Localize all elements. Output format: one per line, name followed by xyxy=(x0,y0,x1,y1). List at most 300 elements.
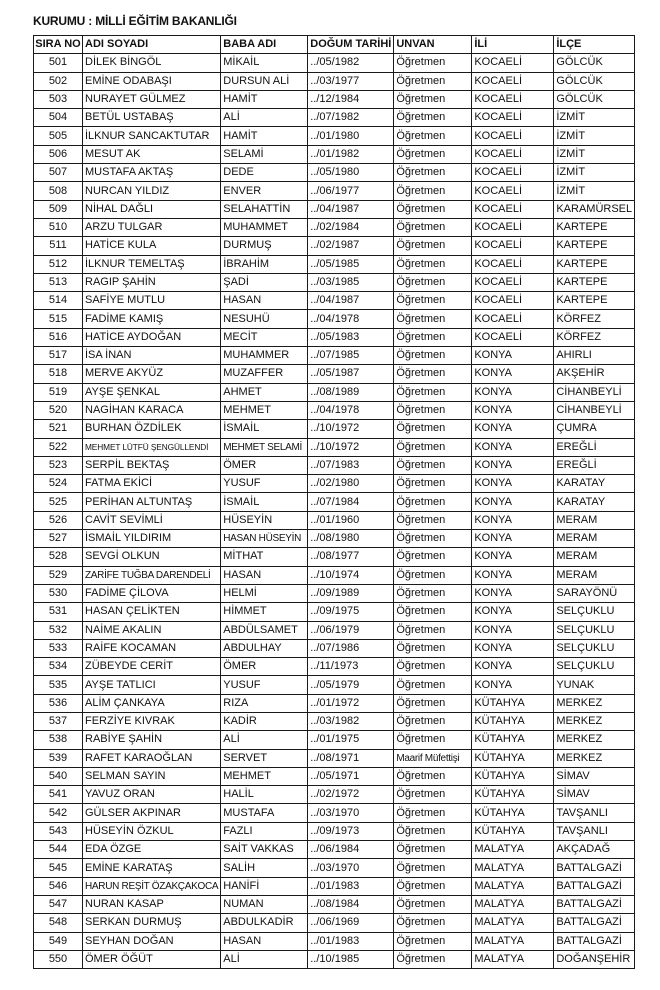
cell-ilce: MERAM xyxy=(554,548,635,566)
cell-sira-no: 510 xyxy=(34,218,83,236)
cell-ilce: GÖLCÜK xyxy=(554,90,635,108)
cell-unvan: Öğretmen xyxy=(394,109,472,127)
cell-dogum-tarihi: ../02/1972 xyxy=(308,786,394,804)
cell-dogum-tarihi: ../08/1984 xyxy=(308,895,394,913)
cell-ilce: SİMAV xyxy=(554,786,635,804)
cell-adi-soyadi: İLKNUR TEMELTAŞ xyxy=(83,255,221,273)
cell-adi-soyadi: NAİME AKALIN xyxy=(83,621,221,639)
table-row xyxy=(34,420,635,438)
cell-dogum-tarihi: ../08/1977 xyxy=(308,548,394,566)
table-row xyxy=(34,841,635,859)
cell-unvan: Öğretmen xyxy=(394,90,472,108)
table-row xyxy=(34,292,635,310)
cell-ilce: MERAM xyxy=(554,530,635,548)
cell-ilce: KARTEPE xyxy=(554,273,635,291)
cell-adi-soyadi: EMİNE ODABAŞI xyxy=(83,72,221,90)
cell-dogum-tarihi: ../03/1985 xyxy=(308,273,394,291)
cell-sira-no: 546 xyxy=(34,877,83,895)
cell-ilce: KARTEPE xyxy=(554,255,635,273)
cell-ilce: SELÇUKLU xyxy=(554,658,635,676)
cell-sira-no: 521 xyxy=(34,420,83,438)
cell-adi-soyadi: BURHAN ÖZDİLEK xyxy=(83,420,221,438)
cell-sira-no: 514 xyxy=(34,292,83,310)
cell-baba-adi: HÜSEYİN xyxy=(221,511,308,529)
cell-baba-adi: HİMMET xyxy=(221,603,308,621)
table-row xyxy=(34,584,635,602)
header-sira-no: SIRA NO xyxy=(34,36,83,54)
cell-ili: KONYA xyxy=(472,548,554,566)
cell-ilce: SELÇUKLU xyxy=(554,639,635,657)
cell-unvan: Öğretmen xyxy=(394,493,472,511)
cell-dogum-tarihi: ../10/1972 xyxy=(308,438,394,456)
cell-sira-no: 513 xyxy=(34,273,83,291)
table-row xyxy=(34,950,635,968)
table-row xyxy=(34,804,635,822)
cell-ilce: KARATAY xyxy=(554,493,635,511)
cell-baba-adi: SALİH xyxy=(221,859,308,877)
cell-adi-soyadi: EMİNE KARATAŞ xyxy=(83,859,221,877)
cell-ili: KOCAELİ xyxy=(472,164,554,182)
cell-unvan: Öğretmen xyxy=(394,895,472,913)
cell-baba-adi: MUSTAFA xyxy=(221,804,308,822)
cell-unvan: Öğretmen xyxy=(394,292,472,310)
cell-sira-no: 515 xyxy=(34,310,83,328)
cell-ili: KOCAELİ xyxy=(472,127,554,145)
cell-baba-adi: DURMUŞ xyxy=(221,237,308,255)
cell-sira-no: 534 xyxy=(34,658,83,676)
cell-dogum-tarihi: ../03/1977 xyxy=(308,72,394,90)
cell-baba-adi: DEDE xyxy=(221,164,308,182)
cell-unvan: Öğretmen xyxy=(394,914,472,932)
cell-sira-no: 528 xyxy=(34,548,83,566)
cell-adi-soyadi: MUSTAFA AKTAŞ xyxy=(83,164,221,182)
cell-ilce: ÇUMRA xyxy=(554,420,635,438)
cell-sira-no: 544 xyxy=(34,841,83,859)
cell-sira-no: 536 xyxy=(34,694,83,712)
cell-unvan: Öğretmen xyxy=(394,786,472,804)
cell-dogum-tarihi: ../05/1987 xyxy=(308,365,394,383)
cell-ili: KONYA xyxy=(472,639,554,657)
cell-unvan: Öğretmen xyxy=(394,475,472,493)
cell-dogum-tarihi: ../09/1989 xyxy=(308,584,394,602)
cell-adi-soyadi: ZÜBEYDE CERİT xyxy=(83,658,221,676)
cell-sira-no: 501 xyxy=(34,54,83,72)
cell-ilce: İZMİT xyxy=(554,164,635,182)
cell-dogum-tarihi: ../12/1984 xyxy=(308,90,394,108)
personnel-table xyxy=(33,35,635,969)
cell-unvan: Öğretmen xyxy=(394,658,472,676)
cell-dogum-tarihi: ../01/1982 xyxy=(308,145,394,163)
cell-ilce: CİHANBEYLİ xyxy=(554,401,635,419)
cell-sira-no: 520 xyxy=(34,401,83,419)
cell-ilce: KARTEPE xyxy=(554,292,635,310)
cell-ilce: GÖLCÜK xyxy=(554,54,635,72)
cell-baba-adi: ALİ xyxy=(221,950,308,968)
cell-adi-soyadi: İLKNUR SANCAKTUTAR xyxy=(83,127,221,145)
cell-adi-soyadi: ÖMER ÖĞÜT xyxy=(83,950,221,968)
table-row xyxy=(34,347,635,365)
cell-dogum-tarihi: ../10/1974 xyxy=(308,566,394,584)
cell-sira-no: 507 xyxy=(34,164,83,182)
cell-unvan: Öğretmen xyxy=(394,200,472,218)
cell-sira-no: 511 xyxy=(34,237,83,255)
cell-sira-no: 519 xyxy=(34,383,83,401)
header-dogum-tarihi: DOĞUM TARİHİ xyxy=(308,36,394,54)
cell-baba-adi: ŞADİ xyxy=(221,273,308,291)
cell-ilce: GÖLCÜK xyxy=(554,72,635,90)
cell-adi-soyadi: NİHAL DAĞLI xyxy=(83,200,221,218)
cell-dogum-tarihi: ../05/1980 xyxy=(308,164,394,182)
cell-sira-no: 549 xyxy=(34,932,83,950)
cell-dogum-tarihi: ../07/1985 xyxy=(308,347,394,365)
table-header-row xyxy=(34,36,635,54)
table-row xyxy=(34,145,635,163)
table-row xyxy=(34,895,635,913)
cell-adi-soyadi: AYŞE TATLICI xyxy=(83,676,221,694)
table-row xyxy=(34,767,635,785)
table-row xyxy=(34,273,635,291)
table-row xyxy=(34,712,635,730)
cell-baba-adi: ABDULHAY xyxy=(221,639,308,657)
cell-unvan: Öğretmen xyxy=(394,420,472,438)
table-row xyxy=(34,72,635,90)
cell-ilce: İZMİT xyxy=(554,145,635,163)
cell-dogum-tarihi: ../09/1973 xyxy=(308,822,394,840)
cell-ilce: TAVŞANLI xyxy=(554,822,635,840)
cell-dogum-tarihi: ../07/1982 xyxy=(308,109,394,127)
cell-ilce: MERKEZ xyxy=(554,731,635,749)
table-row xyxy=(34,786,635,804)
cell-ili: KONYA xyxy=(472,621,554,639)
cell-sira-no: 517 xyxy=(34,347,83,365)
table-row xyxy=(34,566,635,584)
cell-ili: KONYA xyxy=(472,365,554,383)
table-row xyxy=(34,603,635,621)
cell-sira-no: 502 xyxy=(34,72,83,90)
table-row xyxy=(34,438,635,456)
cell-ili: KONYA xyxy=(472,347,554,365)
cell-ili: KONYA xyxy=(472,383,554,401)
cell-ili: KONYA xyxy=(472,456,554,474)
table-row xyxy=(34,383,635,401)
cell-ili: KOCAELİ xyxy=(472,90,554,108)
table-row xyxy=(34,548,635,566)
cell-dogum-tarihi: ../07/1984 xyxy=(308,493,394,511)
cell-ili: KONYA xyxy=(472,420,554,438)
table-row xyxy=(34,621,635,639)
cell-baba-adi: FAZLI xyxy=(221,822,308,840)
cell-sira-no: 540 xyxy=(34,767,83,785)
cell-adi-soyadi: NURAN KASAP xyxy=(83,895,221,913)
cell-ilce: SİMAV xyxy=(554,767,635,785)
cell-sira-no: 539 xyxy=(34,749,83,767)
cell-adi-soyadi: ZARİFE TUĞBA DARENDELİ xyxy=(83,566,221,584)
cell-adi-soyadi: İSMAİL YILDIRIM xyxy=(83,530,221,548)
cell-baba-adi: MİKAİL xyxy=(221,54,308,72)
cell-dogum-tarihi: ../07/1983 xyxy=(308,456,394,474)
table-row xyxy=(34,475,635,493)
cell-unvan: Öğretmen xyxy=(394,822,472,840)
cell-unvan: Öğretmen xyxy=(394,310,472,328)
table-row xyxy=(34,676,635,694)
cell-baba-adi: NESUHÜ xyxy=(221,310,308,328)
table-row xyxy=(34,127,635,145)
cell-unvan: Öğretmen xyxy=(394,511,472,529)
cell-unvan: Öğretmen xyxy=(394,72,472,90)
cell-adi-soyadi: SERPİL BEKTAŞ xyxy=(83,456,221,474)
cell-ilce: KARATAY xyxy=(554,475,635,493)
cell-baba-adi: SELAMİ xyxy=(221,145,308,163)
table-row xyxy=(34,914,635,932)
cell-dogum-tarihi: ../07/1986 xyxy=(308,639,394,657)
cell-ilce: EREĞLİ xyxy=(554,456,635,474)
cell-ili: KÜTAHYA xyxy=(472,767,554,785)
cell-unvan: Öğretmen xyxy=(394,639,472,657)
cell-unvan: Öğretmen xyxy=(394,603,472,621)
cell-adi-soyadi: RABİYE ŞAHİN xyxy=(83,731,221,749)
cell-adi-soyadi: EDA ÖZGE xyxy=(83,841,221,859)
cell-ilce: YUNAK xyxy=(554,676,635,694)
cell-baba-adi: İSMAİL xyxy=(221,420,308,438)
cell-baba-adi: HELMİ xyxy=(221,584,308,602)
cell-adi-soyadi: ALİM ÇANKAYA xyxy=(83,694,221,712)
cell-ilce: KÖRFEZ xyxy=(554,310,635,328)
cell-sira-no: 512 xyxy=(34,255,83,273)
cell-ili: KONYA xyxy=(472,603,554,621)
cell-sira-no: 530 xyxy=(34,584,83,602)
cell-adi-soyadi: DİLEK BİNGÖL xyxy=(83,54,221,72)
header-baba-adi: BABA ADI xyxy=(221,36,308,54)
cell-ili: KONYA xyxy=(472,658,554,676)
cell-baba-adi: DURSUN ALİ xyxy=(221,72,308,90)
cell-unvan: Öğretmen xyxy=(394,712,472,730)
cell-unvan: Öğretmen xyxy=(394,182,472,200)
cell-dogum-tarihi: ../03/1970 xyxy=(308,804,394,822)
cell-sira-no: 509 xyxy=(34,200,83,218)
cell-sira-no: 508 xyxy=(34,182,83,200)
table-row xyxy=(34,456,635,474)
cell-adi-soyadi: MERVE AKYÜZ xyxy=(83,365,221,383)
cell-baba-adi: KADİR xyxy=(221,712,308,730)
cell-ilce: AKÇADAĞ xyxy=(554,841,635,859)
cell-ili: KÜTAHYA xyxy=(472,749,554,767)
cell-unvan: Öğretmen xyxy=(394,731,472,749)
cell-baba-adi: HANİFİ xyxy=(221,877,308,895)
cell-sira-no: 548 xyxy=(34,914,83,932)
cell-sira-no: 504 xyxy=(34,109,83,127)
cell-sira-no: 505 xyxy=(34,127,83,145)
cell-baba-adi: ALİ xyxy=(221,109,308,127)
cell-ili: KONYA xyxy=(472,511,554,529)
cell-adi-soyadi: RAFET KARAOĞLAN xyxy=(83,749,221,767)
cell-adi-soyadi: HARUN REŞİT ÖZAKÇAKOCA xyxy=(83,877,221,895)
cell-sira-no: 550 xyxy=(34,950,83,968)
cell-adi-soyadi: SEYHAN DOĞAN xyxy=(83,932,221,950)
cell-sira-no: 524 xyxy=(34,475,83,493)
cell-dogum-tarihi: ../02/1984 xyxy=(308,218,394,236)
cell-unvan: Öğretmen xyxy=(394,164,472,182)
cell-ilce: MERKEZ xyxy=(554,694,635,712)
cell-unvan: Öğretmen xyxy=(394,401,472,419)
cell-unvan: Öğretmen xyxy=(394,566,472,584)
cell-ilce: KÖRFEZ xyxy=(554,328,635,346)
table-row xyxy=(34,731,635,749)
cell-ilce: İZMİT xyxy=(554,109,635,127)
cell-ili: KÜTAHYA xyxy=(472,694,554,712)
cell-ilce: MERAM xyxy=(554,566,635,584)
table-row xyxy=(34,365,635,383)
cell-sira-no: 526 xyxy=(34,511,83,529)
cell-sira-no: 516 xyxy=(34,328,83,346)
cell-unvan: Öğretmen xyxy=(394,127,472,145)
cell-adi-soyadi: NAGİHAN KARACA xyxy=(83,401,221,419)
cell-dogum-tarihi: ../06/1969 xyxy=(308,914,394,932)
cell-baba-adi: ÖMER xyxy=(221,456,308,474)
cell-baba-adi: İBRAHİM xyxy=(221,255,308,273)
cell-unvan: Öğretmen xyxy=(394,877,472,895)
cell-dogum-tarihi: ../09/1975 xyxy=(308,603,394,621)
cell-baba-adi: MECİT xyxy=(221,328,308,346)
cell-ili: KOCAELİ xyxy=(472,292,554,310)
cell-dogum-tarihi: ../08/1971 xyxy=(308,749,394,767)
table-row xyxy=(34,658,635,676)
cell-ilce: SARAYÖNÜ xyxy=(554,584,635,602)
cell-adi-soyadi: FADİME KAMIŞ xyxy=(83,310,221,328)
cell-unvan: Öğretmen xyxy=(394,767,472,785)
cell-ili: MALATYA xyxy=(472,914,554,932)
table-row xyxy=(34,164,635,182)
cell-baba-adi: HASAN HÜSEYİN xyxy=(221,530,308,548)
cell-sira-no: 542 xyxy=(34,804,83,822)
cell-ili: MALATYA xyxy=(472,859,554,877)
cell-ili: KOCAELİ xyxy=(472,145,554,163)
cell-unvan: Öğretmen xyxy=(394,255,472,273)
cell-ilce: SELÇUKLU xyxy=(554,621,635,639)
cell-baba-adi: ALİ xyxy=(221,731,308,749)
cell-sira-no: 541 xyxy=(34,786,83,804)
cell-ili: KOCAELİ xyxy=(472,255,554,273)
cell-unvan: Öğretmen xyxy=(394,273,472,291)
cell-ili: KOCAELİ xyxy=(472,72,554,90)
cell-ilce: İZMİT xyxy=(554,127,635,145)
cell-adi-soyadi: MEHMET LÜTFÜ ŞENGÜLLENDİ xyxy=(83,438,221,456)
cell-dogum-tarihi: ../04/1987 xyxy=(308,200,394,218)
cell-adi-soyadi: MESUT AK xyxy=(83,145,221,163)
cell-baba-adi: SAİT VAKKAS xyxy=(221,841,308,859)
cell-baba-adi: MUHAMMET xyxy=(221,218,308,236)
cell-adi-soyadi: PERİHAN ALTUNTAŞ xyxy=(83,493,221,511)
cell-dogum-tarihi: ../10/1985 xyxy=(308,950,394,968)
cell-unvan: Öğretmen xyxy=(394,328,472,346)
cell-unvan: Öğretmen xyxy=(394,218,472,236)
cell-ili: KOCAELİ xyxy=(472,200,554,218)
cell-ili: KONYA xyxy=(472,438,554,456)
table-row xyxy=(34,237,635,255)
cell-adi-soyadi: FATMA EKİCİ xyxy=(83,475,221,493)
cell-dogum-tarihi: ../08/1989 xyxy=(308,383,394,401)
cell-ili: MALATYA xyxy=(472,895,554,913)
cell-dogum-tarihi: ../06/1979 xyxy=(308,621,394,639)
cell-ilce: SELÇUKLU xyxy=(554,603,635,621)
cell-sira-no: 523 xyxy=(34,456,83,474)
cell-sira-no: 545 xyxy=(34,859,83,877)
cell-baba-adi: ÖMER xyxy=(221,658,308,676)
cell-ili: MALATYA xyxy=(472,877,554,895)
table-row xyxy=(34,530,635,548)
cell-baba-adi: İSMAİL xyxy=(221,493,308,511)
cell-ili: MALATYA xyxy=(472,950,554,968)
cell-dogum-tarihi: ../05/1982 xyxy=(308,54,394,72)
cell-unvan: Öğretmen xyxy=(394,932,472,950)
table-row xyxy=(34,822,635,840)
cell-ili: KONYA xyxy=(472,584,554,602)
cell-adi-soyadi: SELMAN SAYIN xyxy=(83,767,221,785)
cell-ilce: AHIRLI xyxy=(554,347,635,365)
cell-adi-soyadi: NURAYET GÜLMEZ xyxy=(83,90,221,108)
cell-adi-soyadi: İSA İNAN xyxy=(83,347,221,365)
cell-dogum-tarihi: ../02/1980 xyxy=(308,475,394,493)
cell-ili: KOCAELİ xyxy=(472,54,554,72)
cell-dogum-tarihi: ../06/1984 xyxy=(308,841,394,859)
cell-sira-no: 503 xyxy=(34,90,83,108)
cell-ili: KONYA xyxy=(472,530,554,548)
cell-adi-soyadi: SEVGİ OLKUN xyxy=(83,548,221,566)
cell-dogum-tarihi: ../05/1983 xyxy=(308,328,394,346)
header-ili: İLİ xyxy=(472,36,554,54)
cell-unvan: Öğretmen xyxy=(394,804,472,822)
cell-baba-adi: MUHAMMER xyxy=(221,347,308,365)
table-row xyxy=(34,694,635,712)
cell-ilce: BATTALGAZİ xyxy=(554,914,635,932)
cell-sira-no: 529 xyxy=(34,566,83,584)
cell-sira-no: 537 xyxy=(34,712,83,730)
table-row xyxy=(34,255,635,273)
cell-unvan: Öğretmen xyxy=(394,621,472,639)
cell-ilce: CİHANBEYLİ xyxy=(554,383,635,401)
cell-unvan: Öğretmen xyxy=(394,584,472,602)
cell-ili: KOCAELİ xyxy=(472,182,554,200)
cell-adi-soyadi: HÜSEYİN ÖZKUL xyxy=(83,822,221,840)
cell-ili: KÜTAHYA xyxy=(472,712,554,730)
cell-ilce: MERAM xyxy=(554,511,635,529)
cell-adi-soyadi: CAVİT SEVİMLİ xyxy=(83,511,221,529)
cell-unvan: Öğretmen xyxy=(394,530,472,548)
cell-ilce: BATTALGAZİ xyxy=(554,877,635,895)
cell-unvan: Öğretmen xyxy=(394,347,472,365)
cell-baba-adi: MİTHAT xyxy=(221,548,308,566)
cell-baba-adi: MUZAFFER xyxy=(221,365,308,383)
cell-ili: KÜTAHYA xyxy=(472,804,554,822)
cell-adi-soyadi: NURCAN YILDIZ xyxy=(83,182,221,200)
cell-unvan: Öğretmen xyxy=(394,859,472,877)
cell-ili: MALATYA xyxy=(472,932,554,950)
table-row xyxy=(34,54,635,72)
table-row xyxy=(34,749,635,767)
table-row xyxy=(34,90,635,108)
cell-dogum-tarihi: ../04/1978 xyxy=(308,401,394,419)
cell-dogum-tarihi: ../02/1987 xyxy=(308,237,394,255)
cell-adi-soyadi: YAVUZ ORAN xyxy=(83,786,221,804)
cell-baba-adi: NUMAN xyxy=(221,895,308,913)
table-row xyxy=(34,932,635,950)
cell-dogum-tarihi: ../01/1972 xyxy=(308,694,394,712)
cell-dogum-tarihi: ../06/1977 xyxy=(308,182,394,200)
cell-adi-soyadi: HATİCE AYDOĞAN xyxy=(83,328,221,346)
cell-dogum-tarihi: ../01/1983 xyxy=(308,932,394,950)
cell-sira-no: 527 xyxy=(34,530,83,548)
cell-ili: KONYA xyxy=(472,676,554,694)
cell-dogum-tarihi: ../01/1983 xyxy=(308,877,394,895)
